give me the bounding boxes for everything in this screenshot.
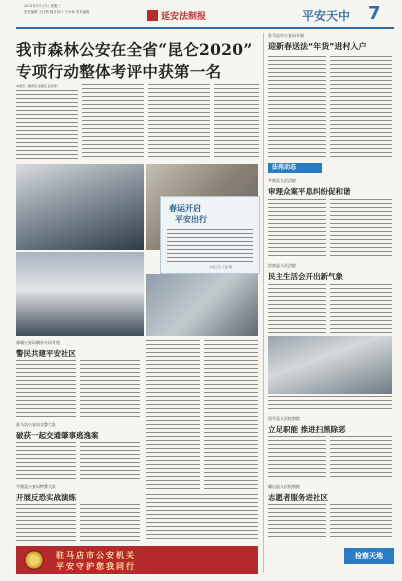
date-line: 2021年1月27日 星期三	[24, 4, 61, 8]
page-number: 7	[368, 3, 381, 24]
right-low-body-d	[330, 504, 392, 540]
right-low-kicker-1: 西平县人民检察院	[268, 416, 300, 421]
feature-body	[167, 229, 253, 263]
center-body-b	[204, 340, 258, 490]
center-body-c	[146, 494, 258, 542]
left-low-headline-2: 开展反恐实战演练	[16, 493, 76, 502]
left-low-body-c	[16, 504, 76, 542]
right-low-headline-1: 立足职能 推进扫黑除恶	[268, 425, 346, 434]
left-low-headline-1: 破获一起交通肇事逃逸案	[16, 431, 99, 440]
law-story1-kicker: 平舆县人民法院	[268, 178, 296, 183]
law-story1-body-b	[330, 199, 392, 259]
law-story2-body-b	[330, 284, 392, 334]
column-divider	[263, 33, 264, 573]
law-story2-body-a	[268, 284, 326, 334]
center-body-a	[146, 340, 200, 490]
police-badge-icon	[24, 550, 44, 570]
left-mid-kicker: 驿城公安局城东分局开展	[16, 340, 60, 345]
feature-credit: 本报记者 王强 摄	[209, 265, 232, 269]
lead-body-col1	[16, 90, 78, 160]
station-service-photo	[146, 274, 258, 336]
right-low-kicker-2: 确山县人民检察院	[268, 484, 300, 489]
law-section-label: 法苑动态	[272, 164, 297, 171]
lead-headline-2: 专项行动整体考评中获第一名	[16, 62, 222, 81]
banner-slogan-1: 驻马店市公安机关	[56, 550, 136, 560]
section-name: 平安天中	[302, 9, 351, 23]
law-story2-headline: 民主生活会开出新气象	[268, 272, 343, 281]
paper-name: 延安法制报	[161, 11, 207, 22]
bottom-banner	[16, 546, 258, 574]
editor-line: 责任编辑 王红利 版式设计 王小林 美术编辑	[24, 10, 90, 14]
corner-section-label: 检察天地	[355, 552, 383, 560]
left-low-body-d	[80, 504, 140, 542]
lead-byline: 本报讯（通讯员 张国庆 张菲菲）	[16, 84, 60, 88]
right-top-headline: 迎新春送法“年货”进村入户	[268, 42, 367, 51]
law-photo	[268, 336, 392, 394]
right-low-body-b	[330, 436, 392, 480]
left-low-kicker-2: 平舆县公安局特警大队	[16, 484, 56, 489]
left-mid-body-a	[16, 360, 76, 418]
left-low-body-a	[16, 442, 76, 480]
right-low-body-a	[268, 436, 326, 480]
left-mid-body-b	[80, 360, 140, 418]
masthead-rule	[16, 27, 394, 29]
left-low-kicker-1: 驻马店公安局交警大队	[16, 422, 56, 427]
law-section-tag	[268, 163, 322, 173]
paper-logo-icon	[147, 10, 158, 21]
corner-section-tag	[344, 548, 394, 564]
right-top-body-b	[330, 56, 392, 160]
right-low-body-c	[268, 504, 326, 540]
paper-logo	[147, 8, 219, 22]
police-officers-photo	[16, 164, 144, 250]
police-car-photo	[16, 252, 144, 336]
feature-box	[160, 196, 260, 274]
lead-body-col3	[148, 84, 210, 160]
law-photo-caption	[268, 396, 392, 412]
banner-slogan-2: 平安守护您我同行	[56, 561, 136, 571]
feature-title-1: 春运开启	[169, 203, 201, 213]
law-story1-body-a	[268, 199, 326, 259]
right-low-headline-2: 志愿者服务进社区	[268, 493, 328, 502]
lead-body-col2	[82, 84, 144, 160]
lead-body-col4	[214, 84, 259, 160]
feature-title-2: 平安出行	[175, 214, 207, 224]
law-story2-kicker: 汝南县人民法院	[268, 263, 296, 268]
law-story1-headline: 审理众案平息纠纷促和谐	[268, 187, 351, 196]
left-mid-headline: 警民共建平安社区	[16, 349, 76, 358]
lead-headline-1: 我市森林公安在全省“昆仑2020”	[16, 40, 253, 59]
right-top-body-a	[268, 56, 326, 160]
right-top-kicker: 驻马店市公安局开展	[268, 33, 304, 38]
left-low-body-b	[80, 442, 140, 480]
